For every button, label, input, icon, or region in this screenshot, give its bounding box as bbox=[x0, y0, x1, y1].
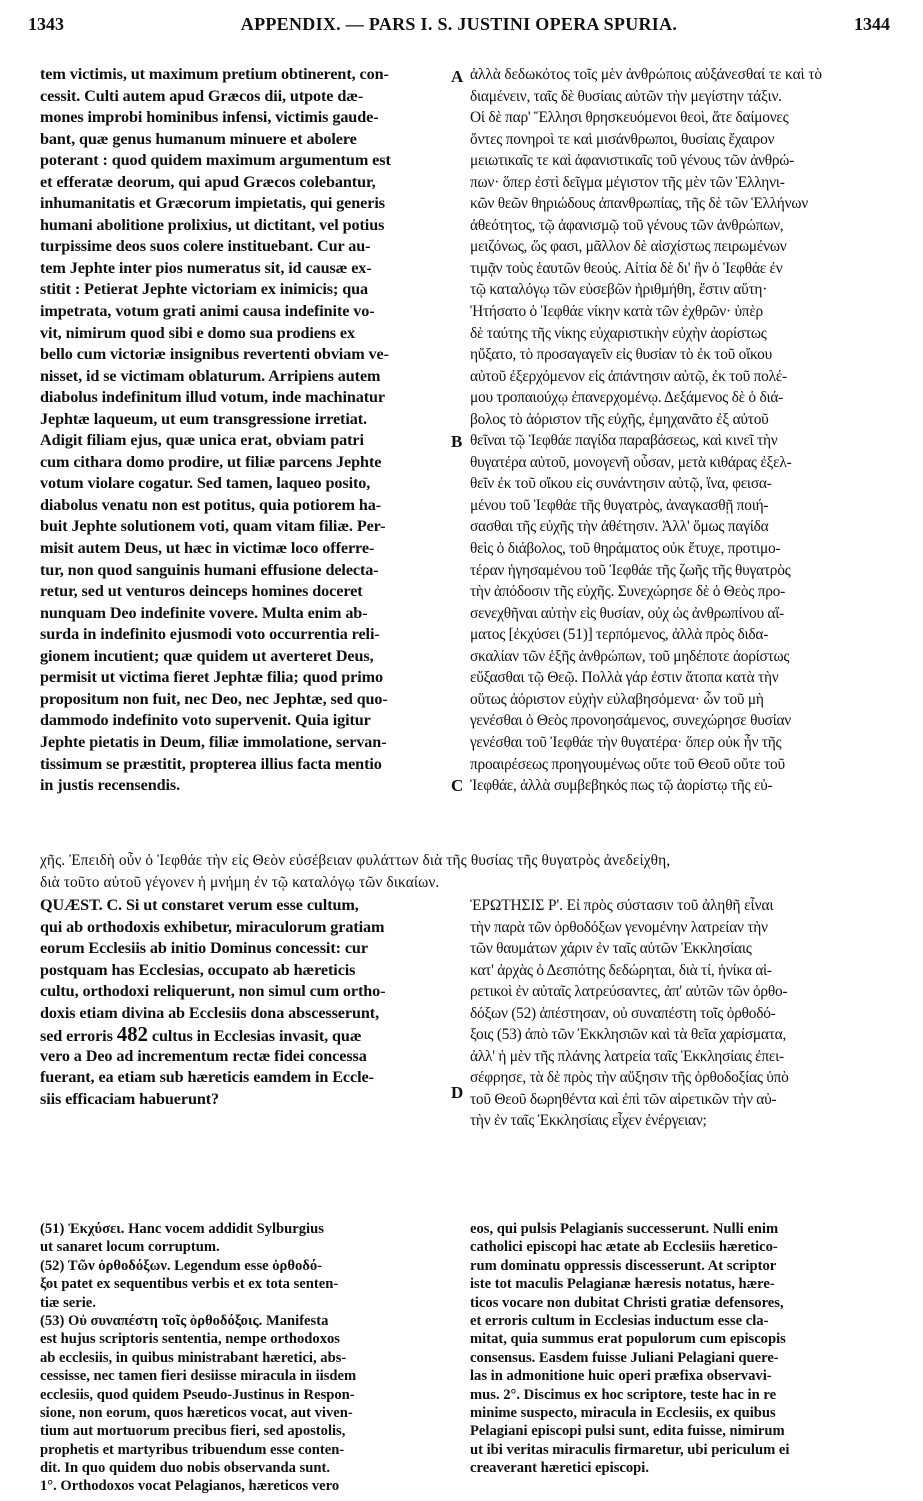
greek-text-line: ἀλλὰ δεδωκότος τοῖς μὲν ἀνθρώποις αὐξάνεσθαί τε καὶ τὸ bbox=[470, 66, 822, 83]
greek-column-top bbox=[470, 64, 900, 797]
latin-text-line: in justis recensendis. bbox=[40, 776, 181, 795]
greek-text-line: σκαλίαν τῶν ἑξῆς ἀνθρώπων, τοῦ μηδέποτε ἀορίστως bbox=[470, 647, 790, 665]
greek-question-line: κατ' ἀρχὰς ὁ Δεσπότης δεδώρηται, διὰ τί, ἡνίκα αἱ- bbox=[470, 961, 772, 979]
latin-text-line: poterant : quod quidem maximum argumentum est bbox=[40, 151, 391, 170]
greek-question-line: ἀλλ' ἡ μὲν τῆς πλάνης λατρεία ταῖς Ἐκκλησίαις ἐπει- bbox=[470, 1047, 784, 1065]
greek-text-line: θεὶς ὁ διάβολος, τοῦ θηράματος οὐκ ἔτυχε, προτιμο- bbox=[470, 540, 781, 558]
footnote-line: consensus. Easdem fuisse Juliani Pelagiani quere- bbox=[470, 1349, 779, 1366]
greek-question-line: δόξων (52) ἀπέστησαν, οὐ συναπέστη τοῖς ὀρθοδό- bbox=[470, 1004, 776, 1022]
greek-text-line: τὴν ἀπόδοσιν τῆς εὐχῆς. Συνεχώρησε δὲ ὁ Θεὸς προ- bbox=[470, 583, 785, 601]
greek-span-line: διὰ τοῦτο αὐτοῦ γέγονεν ἡ μνήμη ἐν τῷ καταλόγῳ τῶν δικαίων. bbox=[40, 873, 440, 891]
latin-text-line: mones improbi hominibus infensi, victimis gaude- bbox=[40, 108, 379, 127]
latin-text-line: propositum non fuit, nec Deo, nec Jephtæ, sed quo- bbox=[40, 689, 388, 708]
latin-text-line: surda in indefinito ejusmodi voto occurrentia reli- bbox=[40, 625, 380, 644]
footnotes-left bbox=[40, 1220, 448, 1496]
latin-text-line: retur, sed ut venturos deinceps homines doceret bbox=[40, 582, 363, 601]
greek-text-line: κῶν θεῶν θηριώδους ἀπανθρωπίας, τῆς δὲ τῶν Ἑλλήνων bbox=[470, 195, 808, 213]
latin-question-line: fuerant, ea etiam sub hæreticis eamdem in Eccle- bbox=[40, 1068, 374, 1087]
greek-text-line: εὔξασθαι τῷ Θεῷ. Πολλὰ γάρ ἐστιν ἄτοπα κατὰ τὴν bbox=[470, 669, 779, 687]
footnote-line: cessisse, nec tamen fieri desiisse miracula in iisdem bbox=[40, 1368, 357, 1385]
greek-text-line: ὄντες πονηροὶ τε καὶ μισάνθρωποι, θυσίαις ἔχαιρον bbox=[470, 130, 775, 148]
latin-text-line: misit autem Deus, ut hæc in victimæ loco offerre- bbox=[40, 539, 375, 558]
latin-text-line: dammodo indefinito voto supervenit. Quia igitur bbox=[40, 711, 371, 730]
footnote-line: minime suspecto, miracula in Ecclesiis, ex quibus bbox=[470, 1404, 776, 1421]
footnote-line: iste tot maculis Pelagianæ hæresis notatus, hære- bbox=[470, 1276, 775, 1293]
page-number-left: 1343 bbox=[28, 14, 64, 34]
greek-text-line: βολος τὸ ἀόριστον τῆς εὐχῆς, ἐμηχανᾶτο ἐξ αὐτοῦ bbox=[470, 410, 769, 428]
greek-text-line: Ἰεφθάε, ἀλλὰ συμβεβηκός πως τῷ ἀορίστῳ τῆς εὐ- bbox=[470, 777, 773, 795]
latin-text-line: Adigit filiam ejus, quæ unica erat, obviam patri bbox=[40, 431, 364, 450]
greek-span-lines bbox=[40, 850, 900, 893]
greek-text-line: σασθαι τῆς εὐχῆς τὴν ἀθέτησιν. Ἀλλ' ὅμως παγίδα bbox=[470, 518, 769, 536]
latin-question-line: QUÆST. C. Si ut constaret verum esse cultum, bbox=[40, 896, 359, 914]
latin-text-line: bello cum victoriæ insignibus revertenti obviam ve- bbox=[40, 345, 389, 364]
greek-question-line: τὴν ἐν ταῖς Ἐκκλησίαις εἶχεν ἐνέργειαν; bbox=[470, 1112, 707, 1130]
footnote-line: las in admonitione huic operi præfixa observavi- bbox=[470, 1368, 772, 1385]
latin-text-line: impetrata, votum grati animi causa indefinite vo- bbox=[40, 302, 375, 321]
footnote-line: tiæ serie. bbox=[40, 1294, 96, 1311]
greek-text-line: οὕτως ἀόριστον εὐχὴν εὐλαβησόμενα· ὧν τοῦ μὴ bbox=[470, 690, 764, 708]
latin-question-line: qui ab orthodoxis exhibetur, miraculorum gratiam bbox=[40, 917, 385, 936]
greek-text-line: ματος [ἐκχύσει (51)] τερπόμενος, ἀλλὰ πρὸς διδα- bbox=[470, 626, 769, 644]
latin-text-line: nunquam Deo indefinite vovere. Multa enim ab- bbox=[40, 603, 368, 622]
greek-text-line: πων· ὅπερ ἐστὶ δεῖγμα μέγιστον τῆς μὲν τῶν Ἑλληνι- bbox=[470, 173, 785, 191]
latin-question-line: vero a Deo ad incrementum rectæ fidei concessa bbox=[40, 1046, 367, 1065]
greek-text-line: αὐτοῦ ἐξερχόμενον εἰς ἀπάντησιν αὐτῷ, ἐκ τοῦ πολέ- bbox=[470, 367, 787, 385]
greek-text-line: ηὔξατο, τὸ προσαγαγεῖν εἰς θυσίαν τὸ ἐκ τοῦ οἴκου bbox=[470, 346, 772, 364]
latin-text-line: et efferatæ deorum, qui apud Græcos colebantur, bbox=[40, 172, 376, 191]
latin-text-line: diabolus indefinitum illud votum, inde machinatur bbox=[40, 388, 386, 407]
latin-text-line: tem victimis, ut maximum pretium obtinerent, con- bbox=[40, 65, 389, 83]
footnote-line: (52) Τῶν ὀρθοδόξων. Legendum esse ὀρθοδό- bbox=[40, 1257, 323, 1274]
footnote-line: et erroris cultum in Ecclesias inductum esse cla- bbox=[470, 1312, 769, 1329]
footnote-line: eos, qui pulsis Pelagianis successerunt. Nulli enim bbox=[470, 1221, 779, 1237]
footnote-line: sione, non eorum, quos hæreticos vocat, aut viven- bbox=[40, 1404, 353, 1421]
column-number: 482 bbox=[116, 1024, 148, 1046]
footnote-line: creaverant hæretici episcopi. bbox=[470, 1460, 650, 1477]
greek-text-line: γενέσθαι ὁ Θεὸς προνοησάμενος, συνεχώρησε θυσίαν bbox=[470, 712, 792, 730]
latin-text-line: stitit : Petierat Jephte victoriam ex inimicis; qua bbox=[40, 280, 369, 299]
greek-question-line: ἘΡΩΤΗΣΙΣ Ρ'. Εἰ πρὸς σύστασιν τοῦ ἀληθῆ εἶναι bbox=[470, 897, 774, 914]
margin-letter-a: A bbox=[451, 67, 464, 86]
latin-text-line: tem Jephte inter pios numeratus sit, id causæ ex- bbox=[40, 258, 372, 277]
greek-text-line: ἀθεότητος, τῷ ἀφανισμῷ τοῦ γένους τῶν ἀνθρώπων, bbox=[470, 216, 784, 234]
greek-span-line: χῆς. Ἐπειδὴ οὖν ὁ Ἰεφθάε τὴν εἰς Θεὸν εὐσέβειαν φυλάττων διὰ τῆς θυσίας τῆς θυγατρὸς ἀνεδείχθη, bbox=[40, 852, 671, 869]
greek-text-line: μου τροπαιούχῳ ἐπανερχομένῳ. Δεξάμενος δὲ ὁ διά- bbox=[470, 389, 784, 407]
footnote-line: (51) Ἐκχύσει. Hanc vocem addidit Sylburgius bbox=[40, 1221, 324, 1237]
footnote-line: prophetis et martyribus tribuendum esse conten- bbox=[40, 1441, 345, 1458]
latin-text-line: humani abolitione prolixius, ut dictitant, vel potius bbox=[40, 215, 385, 234]
greek-text-line: μένου τοῦ Ἰεφθάε τῆς θυγατρὸς, ἀναγκασθῇ ποιή- bbox=[470, 496, 769, 514]
footnote-line: rum dominatu oppressis discesserunt. At scriptor bbox=[470, 1257, 777, 1274]
latin-text-line: inhumanitatis et Græcorum impietatis, qui generis bbox=[40, 194, 385, 213]
greek-text-line: μειωτικαῖς τε καὶ ἀφανιστικαῖς τοῦ γένους τῶν ἀνθρώ- bbox=[470, 152, 795, 170]
footnote-line: Pelagiani episcopi pulsi sunt, edita fuisse, nimirum bbox=[470, 1423, 785, 1440]
greek-text-line: τιμᾷν τοὺς ἑαυτῶν θεούς. Αἰτία δὲ δι' ἣν ὁ Ἰεφθάε ἐν bbox=[470, 259, 783, 277]
latin-question-line: eorum Ecclesiis ab initio Dominus concessit: cur bbox=[40, 939, 368, 958]
latin-text-line: votum violare cogatur. Sed tamen, laqueo posito, bbox=[40, 474, 371, 493]
greek-question-line: τὴν παρὰ τῶν ὀρθοδόξων γενομένην λατρείαν τὴν bbox=[470, 918, 768, 936]
greek-text-line: τέραν ἡγησαμένου τοῦ Ἰεφθάε τῆς ζωῆς τῆς θυγατρὸς bbox=[470, 561, 791, 579]
greek-text-line: μειζόνως, ὥς φασι, μᾶλλον δὲ αἰσχίστως πειρωμένων bbox=[470, 238, 787, 256]
latin-question-line: cultu, orthodoxi reliquerunt, non simul cum ortho- bbox=[40, 982, 386, 1001]
greek-text-line: Οἱ δὲ παρ' Ἕλλησι θρησκευόμενοι θεοὶ, ἅτε δαίμονες bbox=[470, 109, 789, 127]
greek-question-line: ξοις (53) ἀπὸ τῶν Ἐκκλησιῶν καὶ τὰ θεῖα χαρίσματα, bbox=[470, 1026, 787, 1044]
latin-text-line: gionem incutient; quæ quidem ut averteret Deus, bbox=[40, 646, 374, 665]
footnote-line: ξοι patet ex sequentibus verbis et ex tota senten- bbox=[40, 1276, 339, 1293]
latin-text-line: tur, non quod sanguinis humani effusione delecta- bbox=[40, 560, 379, 579]
greek-question-line: ρετικοὶ ἐν αὐταῖς λατρεύσαντες, ἀπ' αὐτῶν τῶν ὀρθο- bbox=[470, 983, 788, 1001]
footnote-line: ut ibi veritas miraculis firmaretur, ubi periculum ei bbox=[470, 1441, 790, 1458]
latin-text-line: tissimum se præstitit, propterea illius facta mentio bbox=[40, 754, 382, 773]
latin-text-line: diabolus venatu non est potitus, quia potiorem ha- bbox=[40, 495, 382, 514]
footnote-line: ecclesiis, quod quidem Pseudo-Justinus in Respon- bbox=[40, 1386, 355, 1403]
latin-text-line: nisset, id se victimam oblaturum. Arripiens autem bbox=[40, 366, 381, 385]
latin-question-c bbox=[40, 895, 448, 1110]
greek-question-rho bbox=[470, 895, 900, 1132]
footnote-line: est hujus scriptoris sententia, nempe orthodoxos bbox=[40, 1331, 340, 1348]
running-header bbox=[28, 8, 890, 38]
latin-text-line: bant, quæ genus humanum minuere et abolere bbox=[40, 129, 357, 148]
greek-text-line: θυγατέρα αὐτοῦ, μονογενῆ οὖσαν, μετὰ κιθάρας ἐξελ- bbox=[470, 453, 792, 471]
latin-text-line: Jephte pietatis in Deum, filiæ immolatione, servan- bbox=[40, 732, 387, 751]
latin-text-line: cum cithara domo prodire, ut filiæ parcens Jephte bbox=[40, 452, 382, 471]
latin-text-line: turpissime deos suos colere instituebant. Cur au- bbox=[40, 237, 371, 256]
footnote-line: mus. 2°. Discimus ex hoc scriptore, teste hac in re bbox=[470, 1386, 777, 1403]
greek-question-line: τοῦ Θεοῦ δωρηθέντα καὶ ἐπὶ τῶν αἱρετικῶν τὴν αὐ- bbox=[470, 1090, 777, 1108]
latin-question-line: siis efficaciam habuerunt? bbox=[40, 1089, 220, 1108]
greek-text-line: θεῖναι τῷ Ἰεφθάε παγίδα παραβάσεως, καὶ κινεῖ τὴν bbox=[470, 432, 778, 450]
greek-text-line: σενεχθῆναι αὐτὴν εἰς θυσίαν, οὐχ ὡς ἀνθρωπίνου αἵ- bbox=[470, 604, 784, 622]
latin-text-line: Jephtæ laqueum, ut eum transgressione irretiat. bbox=[40, 409, 367, 428]
footnote-line: ab ecclesiis, in quibus ministrabant hæretici, abs- bbox=[40, 1349, 347, 1366]
latin-text-line: vit, nimirum quod sibi e domo sua prodiens ex bbox=[40, 323, 355, 342]
margin-letter-c: C bbox=[451, 776, 464, 795]
greek-text-line: διαμένειν, ταῖς δὲ θυσίαις αὐτῶν τὴν μεγίστην τάξιν. bbox=[470, 87, 782, 105]
footnote-line: mitat, quia summus erat populorum cum episcopis bbox=[470, 1331, 786, 1348]
greek-text-line: τῷ καταλόγῳ τῶν εὐσεβῶν ἠριθμήθη, ἔστιν αὕτη· bbox=[470, 281, 768, 299]
margin-letter-d: D bbox=[451, 1083, 464, 1102]
latin-question-fragment: sed erroris bbox=[40, 1027, 113, 1046]
footnote-line: ut sanaret locum corruptum. bbox=[40, 1239, 220, 1256]
page-number-right: 1344 bbox=[854, 14, 890, 34]
footnote-line: 1°. Orthodoxos vocat Pelagianos, hæreticos vero bbox=[40, 1478, 340, 1495]
latin-question-line bbox=[40, 1024, 448, 1046]
latin-column-top bbox=[40, 64, 448, 797]
greek-text-line: προαιρέσεως προηγουμένως οὔτε τοῦ Θεοῦ οὔτε τοῦ bbox=[470, 755, 785, 773]
greek-text-line: θεῖν ἐκ τοῦ οἴκου εἰς συνάντησιν αὐτῷ, ἵνα, φεισα- bbox=[470, 475, 772, 493]
latin-text-line: buit Jephte solutionem voti, quam vitam filiæ. Per- bbox=[40, 517, 386, 536]
latin-text-line: cessit. Culti autem apud Græcos dii, utpote dæ- bbox=[40, 86, 364, 105]
greek-text-line: Ἠτήσατο ὁ Ἰεφθάε νίκην κατὰ τῶν ἐχθρῶν· ὑπὲρ bbox=[470, 303, 763, 321]
greek-text-line: δὲ ταύτης τῆς νίκης εὐχαριστικὴν εὐχὴν ἀορίστως bbox=[470, 324, 767, 342]
latin-question-line: doxis etiam divina ab Ecclesiis dona abscesserunt, bbox=[40, 1003, 380, 1022]
greek-question-line: σέφρησε, τὰ δὲ πρὸς τὴν αὔξησιν τῆς ὀρθοδοξίας ὑπὸ bbox=[470, 1069, 789, 1087]
running-title: APPENDIX. — PARS I. S. JUSTINI OPERA SPURIA. bbox=[240, 14, 678, 34]
footnote-line: ticos vocare non dubitat Christi gratiæ defensores, bbox=[470, 1294, 784, 1311]
footnotes-right bbox=[470, 1220, 900, 1477]
footnote-line: tium aut mortuorum precibus fieri, sed apostolis, bbox=[40, 1423, 346, 1440]
latin-question-fragment: cultus in Ecclesias invasit, quæ bbox=[151, 1027, 362, 1046]
footnote-line: dit. In quo quidem duo nobis observanda sunt. bbox=[40, 1460, 330, 1477]
latin-text-line: permisit ut victima fieret Jephtæ filia; quod primo bbox=[40, 668, 384, 687]
greek-question-line: τῶν θαυμάτων χάριν ἐν ταῖς αὐτῶν Ἐκκλησίαις bbox=[470, 940, 752, 958]
footnote-line: (53) Οὐ συναπέστη τοῖς ὀρθοδόξοις. Manifesta bbox=[40, 1312, 329, 1329]
greek-text-line: γενέσθαι τοῦ Ἰεφθάε τὴν θυγατέρα· ὅπερ οὐκ ἦν τῆς bbox=[470, 733, 782, 751]
latin-question-line: postquam has Ecclesias, occupato ab hæreticis bbox=[40, 960, 356, 979]
margin-letter-b: B bbox=[451, 432, 463, 451]
footnote-line: catholici episcopi hac ætate ab Ecclesiis hæretico- bbox=[470, 1239, 778, 1256]
